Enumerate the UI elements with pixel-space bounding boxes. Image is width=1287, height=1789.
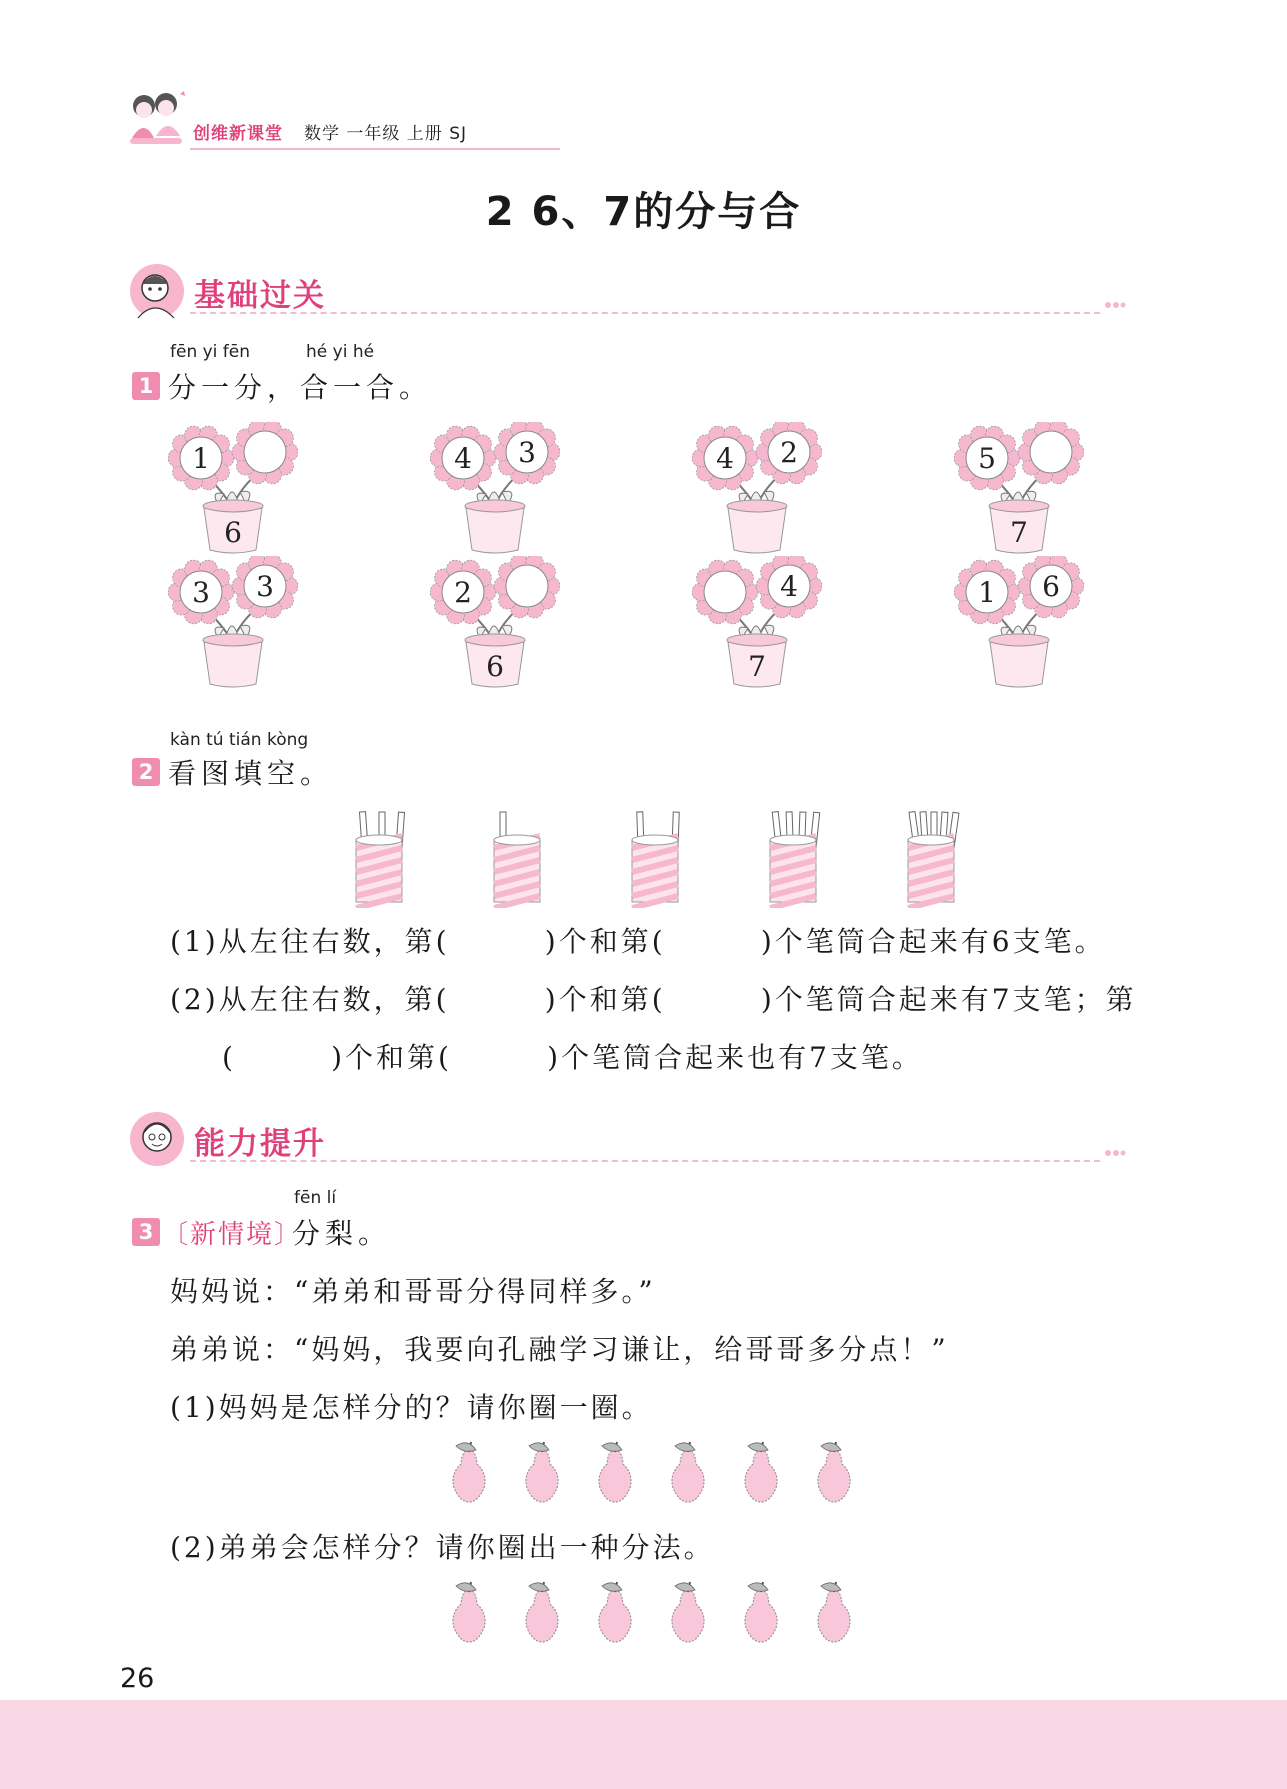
flower-right-number (756, 556, 822, 618)
page-number: 26 (120, 1663, 155, 1694)
pear (811, 1580, 857, 1644)
section-basic-title: 基础过关 (194, 278, 326, 314)
svg-text:6: 6 (1042, 570, 1060, 603)
flower-left-number (168, 560, 234, 624)
flower-pot (954, 422, 1084, 558)
q3-mom-line: 妈妈说：“弟弟和哥哥分得同样多。” (170, 1275, 656, 1308)
svg-text:2: 2 (454, 576, 472, 609)
pot-total-number: 6 (224, 516, 242, 549)
section-advanced-dots (1104, 1148, 1126, 1158)
svg-text:3: 3 (256, 570, 274, 603)
pear (738, 1440, 784, 1504)
pear (519, 1580, 565, 1644)
svg-text:1: 1 (978, 576, 996, 609)
mascot-logo (124, 88, 190, 152)
pot-total-number: 6 (486, 650, 504, 683)
pencil-cup (344, 808, 414, 908)
page-title: 2 6、7的分与合 (485, 189, 802, 235)
svg-text:4: 4 (716, 442, 734, 475)
header-underline (190, 148, 560, 150)
svg-text:1: 1 (192, 442, 210, 475)
pear (665, 1440, 711, 1504)
flower-pot (692, 422, 822, 558)
q1-text: 分一分，合一合。 (168, 371, 433, 404)
flower-pot (168, 422, 298, 558)
q2-line-1: (1)从左往右数，第( )个和第( )个笔筒合起来有6支笔。 (170, 925, 1106, 958)
flower-left-number (168, 426, 234, 490)
flower-left-number (954, 426, 1020, 490)
pear (665, 1580, 711, 1644)
pear (446, 1440, 492, 1504)
q2-line-2: (2)从左往右数，第( )个和第( )个笔筒合起来有7支笔；第 (170, 983, 1137, 1016)
flower-left-number (692, 426, 758, 490)
pencil-cup (620, 808, 690, 908)
flower-right-number (756, 422, 822, 484)
pot-total-number: 7 (1010, 516, 1028, 549)
flower-right-number (494, 556, 560, 618)
pear (592, 1580, 638, 1644)
section-advanced-divider (190, 1160, 1100, 1162)
flower-left-number (430, 426, 496, 490)
svg-text:3: 3 (192, 576, 210, 609)
flower-right-number (1018, 422, 1084, 484)
pear (592, 1440, 638, 1504)
section-advanced-icon (128, 1110, 186, 1168)
book-info: 数学 一年级 上册 SJ (304, 124, 468, 144)
pear (811, 1440, 857, 1504)
pencil-cup (758, 808, 828, 908)
flower-left-number (692, 560, 758, 624)
q2-line-3: ( )个和第( )个笔筒合起来也有7支笔。 (222, 1041, 923, 1074)
svg-text:5: 5 (978, 442, 996, 475)
q3-sub-2: (2)弟弟会怎样分？请你圈出一种分法。 (170, 1531, 715, 1564)
flower-pot (430, 422, 560, 558)
q1-pinyin-b: hé yi hé (306, 342, 375, 362)
flower-right-number (1018, 556, 1084, 618)
pencil-cup (896, 808, 966, 908)
pear (446, 1580, 492, 1644)
flower-left-number (430, 560, 496, 624)
flower-pot (692, 556, 822, 692)
section-basic-dots (1104, 300, 1126, 310)
q2-pinyin: kàn tú tián kòng (170, 730, 309, 750)
svg-text:2: 2 (780, 436, 798, 469)
svg-text:3: 3 (518, 436, 536, 469)
flower-right-number (232, 556, 298, 618)
brand-name: 创维新课堂 (193, 124, 283, 144)
flower-right-number (494, 422, 560, 484)
q2-number: 2 (132, 758, 160, 786)
pear (738, 1580, 784, 1644)
footer-band (0, 1700, 1287, 1789)
section-basic-divider (190, 312, 1100, 314)
pear (519, 1440, 565, 1504)
q3-sub-1: (1)妈妈是怎样分的？请你圈一圈。 (170, 1391, 653, 1424)
flower-pot (954, 556, 1084, 692)
section-advanced-title: 能力提升 (194, 1126, 326, 1162)
q3-number: 3 (132, 1218, 160, 1246)
q3-tag: 〔新情境〕 (162, 1220, 303, 1250)
q2-text: 看图填空。 (168, 757, 334, 790)
flower-right-number (232, 422, 298, 484)
svg-text:4: 4 (780, 570, 798, 603)
pencil-cup (482, 808, 552, 908)
q3-text: 分梨。 (292, 1217, 392, 1250)
pot-total-number: 7 (748, 650, 766, 683)
flower-pot (168, 556, 298, 692)
flower-pot (430, 556, 560, 692)
section-basic-icon (128, 262, 186, 320)
q3-pinyin: fēn lí (294, 1188, 337, 1208)
flower-left-number (954, 560, 1020, 624)
q3-brother-line: 弟弟说：“妈妈，我要向孔融学习谦让，给哥哥多分点！” (170, 1333, 949, 1366)
svg-text:4: 4 (454, 442, 472, 475)
q1-pinyin-a: fēn yi fēn (170, 342, 251, 362)
q1-number: 1 (132, 372, 160, 400)
